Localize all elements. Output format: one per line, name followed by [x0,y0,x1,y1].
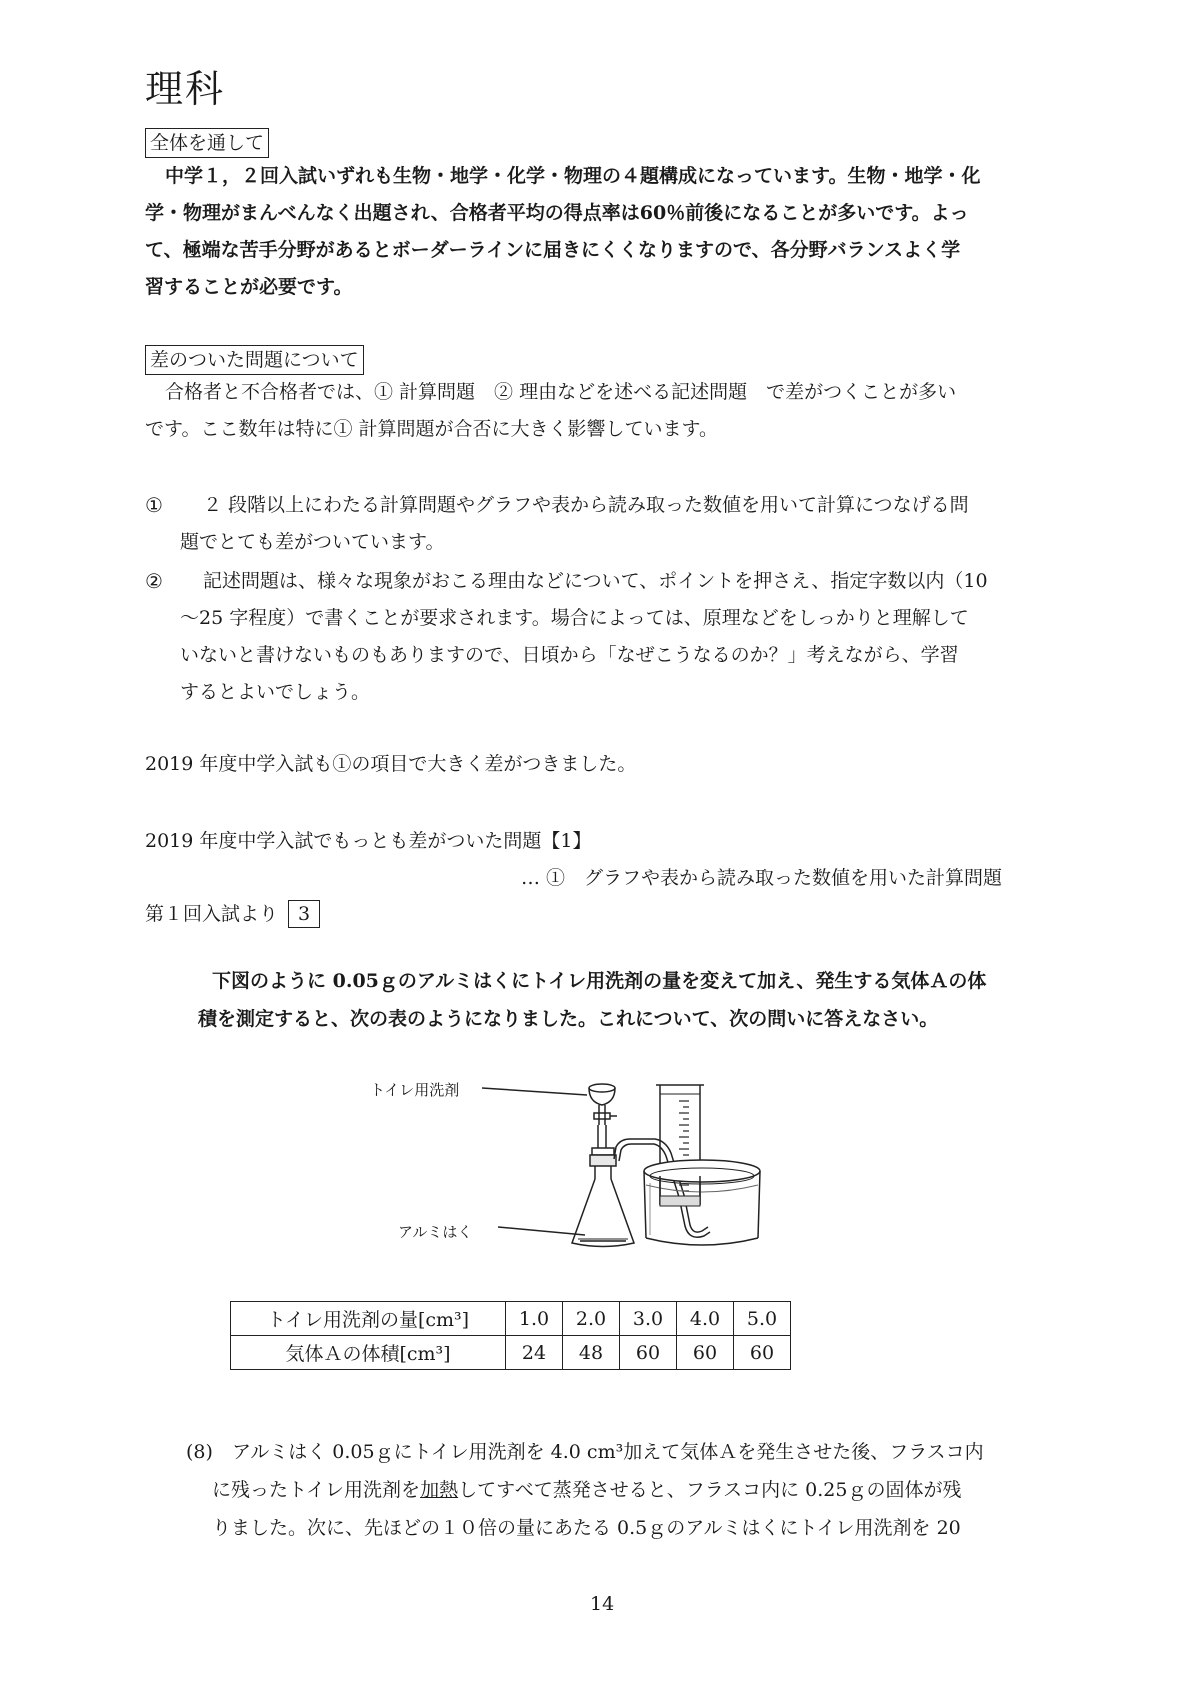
label-foil: アルミはく [398,1223,473,1241]
source-label: 第１回入試より [145,903,279,925]
question8-line-1: アルミはく 0.05ｇにトイレ用洗剤を 4.0 cm³加えて気体Ａを発生させた後、フラスコ内 [232,1441,984,1463]
table-cell: 48 [563,1336,620,1370]
table-cell: 4.0 [677,1302,734,1336]
page-number: 14 [590,1593,615,1615]
data-table [230,1301,791,1370]
question8-line-2-pre: に残ったトイレ用洗剤を [212,1479,421,1501]
problem-line-1: 下図のように 0.05ｇのアルミはくにトイレ用洗剤の量を変えて加え、発生する気体Ａの体 [212,970,987,992]
table-cell: 60 [620,1336,677,1370]
table-cell: 2.0 [563,1302,620,1336]
section1-line-3: て、極端な苦手分野があるとボーダーラインに届きにくくなりますので、各分野バランスよく学 [145,239,961,261]
item2-line-4: するとよいでしょう。 [180,681,371,703]
dropping-funnel [589,1084,617,1148]
item1-line-2: 題でとても差がついています。 [180,531,445,553]
table-cell: 1.0 [506,1302,563,1336]
apparatus-diagram [470,1055,810,1255]
table-cell: 60 [677,1336,734,1370]
section1-line-1: 中学１，２回入試いずれも生物・地学・化学・物理の４題構成になっています。生物・地学・化 [165,165,981,187]
table-cell: 5.0 [734,1302,791,1336]
most-diff-heading: 2019 年度中学入試でもっとも差がついた問題【1】 [145,830,592,852]
section1-line-2: 学・物理がまんべんなく出題され、合格者平均の得点率は60％前後になることが多いです。よっ [145,202,969,224]
table-row-label: トイレ用洗剤の量[cm³] [231,1302,506,1336]
table-row [231,1302,791,1336]
graduated-cylinder [656,1085,704,1205]
leader-line-detergent [482,1088,587,1095]
problem-number-box: 3 [288,900,320,928]
label-detergent: トイレ用洗剤 [370,1081,460,1099]
question8-underlined-word: 加熱 [420,1479,459,1501]
table-row [231,1336,791,1370]
water-trough [644,1160,760,1245]
item-number-2: ② [145,569,163,593]
erlenmeyer-flask [572,1148,634,1247]
question-number: (8) [186,1441,213,1463]
table-cell: 60 [734,1336,791,1370]
item-number-1: ① [145,493,163,517]
item2-line-1: 記述問題は、様々な現象がおこる理由などについて、ポイントを押さえ、指定字数以内（10 [203,570,988,592]
question8-line-3: りました。次に、先ほどの１０倍の量にあたる 0.5ｇのアルミはくにトイレ用洗剤を 20 [212,1517,961,1539]
table-row-label: 気体Ａの体積[cm³] [231,1336,506,1370]
page-title: 理科 [145,67,226,111]
question8-line-2 [212,1472,961,1509]
section1-line-4: 習することが必要です。 [145,276,353,298]
section-heading-overall: 全体を通して [145,128,269,158]
table-cell: 24 [506,1336,563,1370]
note-2019: 2019 年度中学入試も①の項目で大きく差がつきました。 [145,753,637,775]
most-diff-subtitle: … ① グラフや表から読み取った数値を用いた計算問題 [521,867,1003,889]
problem-line-2: 積を測定すると、次の表のようになりました。これについて、次の問いに答えなさい。 [198,1008,939,1030]
item2-line-3: いないと書けないものもありますので、日頃から「なぜこうなるのか？」考えながら、学習 [180,644,959,666]
most-diff-source [145,896,320,933]
leader-line-foil [498,1227,585,1235]
item2-line-2: ～25 字程度）で書くことが要求されます。場合によっては、原理などをしっかりと理解して [180,607,969,629]
table-cell: 3.0 [620,1302,677,1336]
section2-line-1: 合格者と不合格者では、① 計算問題 ② 理由などを述べる記述問題 で差がつくことが多い [165,381,957,403]
item1-line-1: ２ 段階以上にわたる計算問題やグラフや表から読み取った数値を用いて計算につなげる問 [203,494,969,516]
question8-line-2-post: してすべて蒸発させると、フラスコ内に 0.25ｇの固体が残 [458,1479,962,1501]
section2-line-2: です。ここ数年は特に① 計算問題が合否に大きく影響しています。 [145,418,719,440]
section-heading-difference: 差のついた問題について [145,345,364,375]
